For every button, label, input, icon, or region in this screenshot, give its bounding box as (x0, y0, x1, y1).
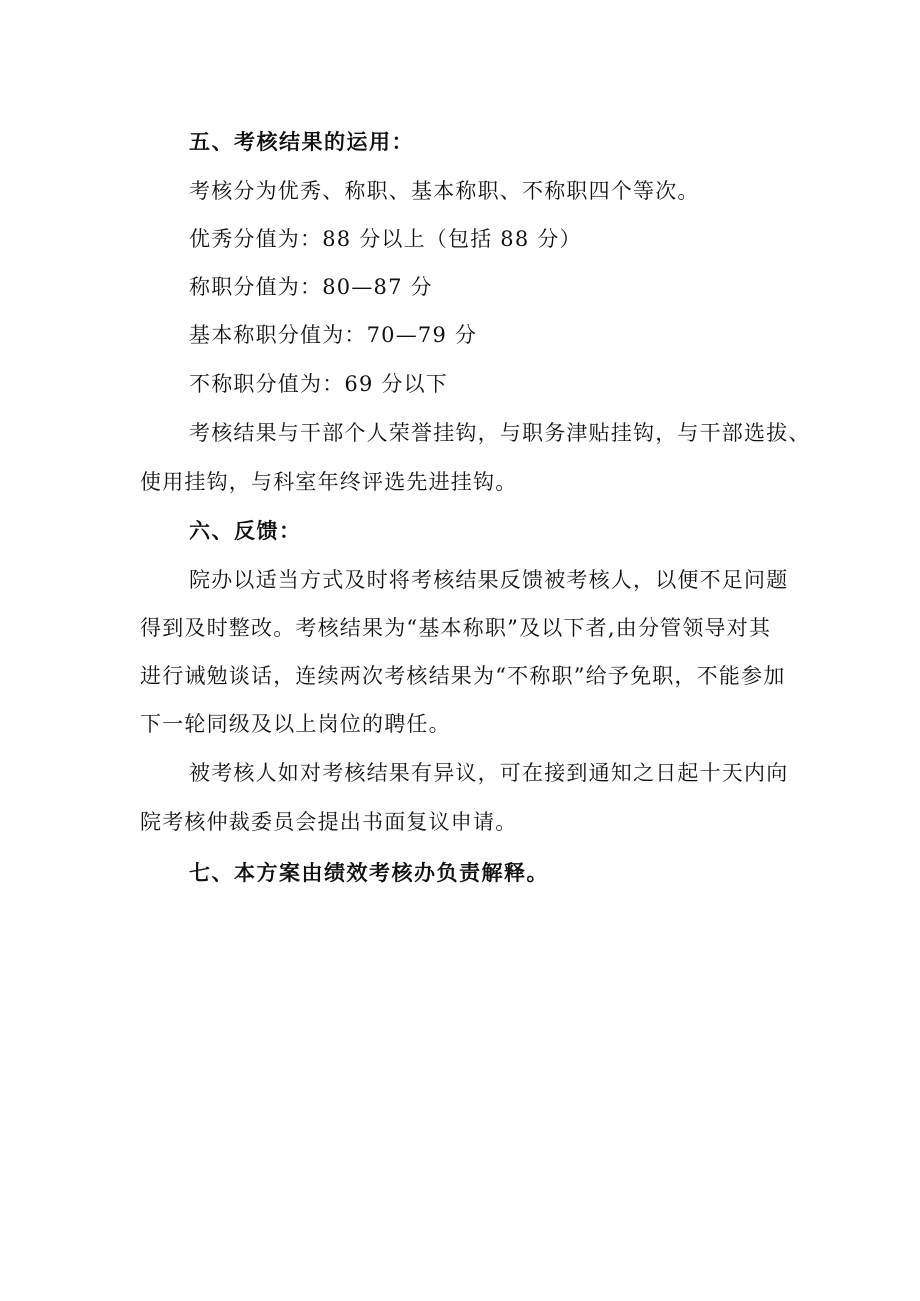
section-5-heading: 五、考核结果的运用： (189, 130, 414, 154)
section-6-feedback-line-2: 得到及时整改。考核结果为“基本称职”及以下者,由分管领导对其 (140, 616, 772, 640)
section-6-feedback-line-3: 进行诫勉谈话，连续两次考核结果为“不称职”给予免职，不能参加 (140, 664, 786, 688)
section-5-basic-competent-score: 基本称职分值为：70—79 分 (189, 323, 478, 347)
section-6-feedback-line-4: 下一轮同级及以上岗位的聘任。 (140, 712, 451, 736)
section-7-heading: 七、本方案由绩效考核办负责解释。 (189, 861, 549, 885)
section-6-heading: 六、反馈： (189, 519, 302, 543)
section-6-appeal-line-2: 院考核仲裁委员会提出书面复议申请。 (140, 810, 518, 834)
section-5-linkage-line-2: 使用挂钩，与科室年终评选先进挂钩。 (140, 470, 518, 494)
section-5-linkage-line-1: 考核结果与干部个人荣誉挂钩，与职务津贴挂钩，与干部选拔、 (189, 421, 811, 445)
section-5-excellent-score: 优秀分值为：88 分以上（包括 88 分） (189, 227, 582, 251)
section-5-incompetent-score: 不称职分值为：69 分以下 (189, 372, 448, 396)
section-6-appeal-line-1: 被考核人如对考核结果有异议，可在接到通知之日起十天内向 (189, 761, 789, 785)
section-6-feedback-line-1: 院办以适当方式及时将考核结果反馈被考核人，以便不足问题 (189, 568, 789, 592)
section-5-competent-score: 称职分值为：80—87 分 (189, 275, 433, 299)
section-5-paragraph-grades: 考核分为优秀、称职、基本称职、不称职四个等次。 (189, 179, 700, 203)
